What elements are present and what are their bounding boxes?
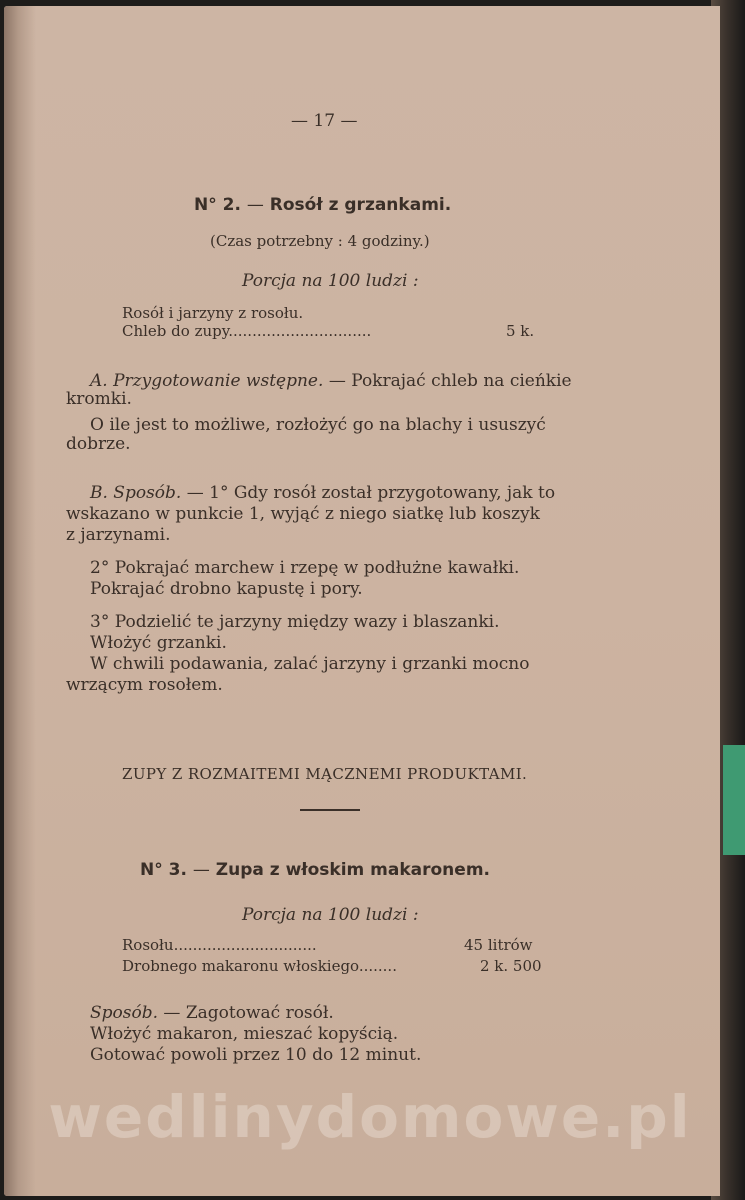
method-label: Sposób. [90,1003,159,1023]
recipe2-sectionB-line2: wskazano w punkcie 1, wyjąć z niego siatkę lub koszyk [66,504,540,524]
sectionA-label: A. Przygotowanie wstępne. [90,371,324,391]
recipe3-ingredient-1-amount: 45 litrów [464,936,533,954]
recipe3-number: N° 3. [140,860,187,880]
recipe2-ingredient-2-amount: 5 k. [506,322,535,340]
recipe3-title: Zupa z włoskim makaronem. [215,860,490,880]
leader-dots: .............................. [228,322,372,340]
recipe2-sectionA-line1 [90,370,572,392]
ingredient-name: Drobnego makaronu włoskiego [122,957,359,975]
ingredient-name: Chleb do zupy [122,322,229,340]
book-page [4,6,720,1196]
recipe2-time: (Czas potrzebny : 4 godziny.) [210,232,430,250]
recipe2-step2-line2: Pokrajać drobno kapustę i pory. [90,579,363,599]
cover-edge [723,745,745,855]
recipe2-portion: Porcja na 100 ludzi : [242,271,419,291]
recipe2-title: Rosół z grzankami. [269,195,452,215]
recipe2-number: N° 2. [194,195,241,215]
recipe3-ingredient-2-amount: 2 k. 500 [480,957,542,975]
recipe3-ingredient-1 [122,934,317,956]
recipe2-sectionB-line3: z jarzynami. [66,525,171,545]
recipe2-dash: — [246,195,264,215]
recipe2-ingredient-2 [122,320,371,342]
sectionB-label: B. Sposób. [90,483,182,503]
sectionA-text: — Pokrajać chleb na cieńkie [328,371,572,391]
section-heading: ZUPY Z ROZMAITEMI MĄCZNEMI PRODUKTAMI. [122,765,528,783]
recipe2-sectionA-line3: O ile jest to możliwe, rozłożyć go na blachy i ususzyć [90,415,546,435]
leader-dots: ........ [358,957,397,975]
page-gutter [4,6,36,1196]
recipe3-method-line3: Gotować powoli przez 10 do 12 minut. [90,1045,422,1065]
page-number: — 17 — [291,111,358,131]
recipe3-heading [140,859,490,881]
recipe2-step3-line2: Włożyć grzanki. [90,633,227,653]
recipe2-step3-line4: wrzącym rosołem. [66,675,223,695]
recipe2-step3-line3: W chwili podawania, zalać jarzyny i grzanki mocno [90,654,530,674]
recipe2-step2-line1: 2° Pokrajać marchew i rzepę w podłużne kawałki. [90,558,520,578]
recipe2-ingredient-1: Rosół i jarzyny z rosołu. [122,304,304,322]
divider-rule [300,809,360,811]
method-text: — Zagotować rosół. [163,1003,334,1023]
recipe2-sectionA-line2: kromki. [66,389,132,409]
recipe3-method-line1 [90,1002,334,1024]
recipe2-step3-line1: 3° Podzielić te jarzyny między wazy i blaszanki. [90,612,500,632]
recipe2-sectionB-line1 [90,482,555,504]
ingredient-name: Rosołu [122,936,174,954]
watermark: wedlinydomowe.pl [48,1083,692,1151]
leader-dots: .............................. [173,936,317,954]
sectionB-text: — 1° Gdy rosół został przygotowany, jak to [186,483,556,503]
recipe3-dash: — [192,860,210,880]
recipe3-ingredient-2 [122,955,397,977]
recipe3-portion: Porcja na 100 ludzi : [242,905,419,925]
recipe3-method-line2: Włożyć makaron, mieszać kopyścią. [90,1024,399,1044]
recipe2-sectionA-line4: dobrze. [66,434,131,454]
recipe2-heading [194,194,451,216]
